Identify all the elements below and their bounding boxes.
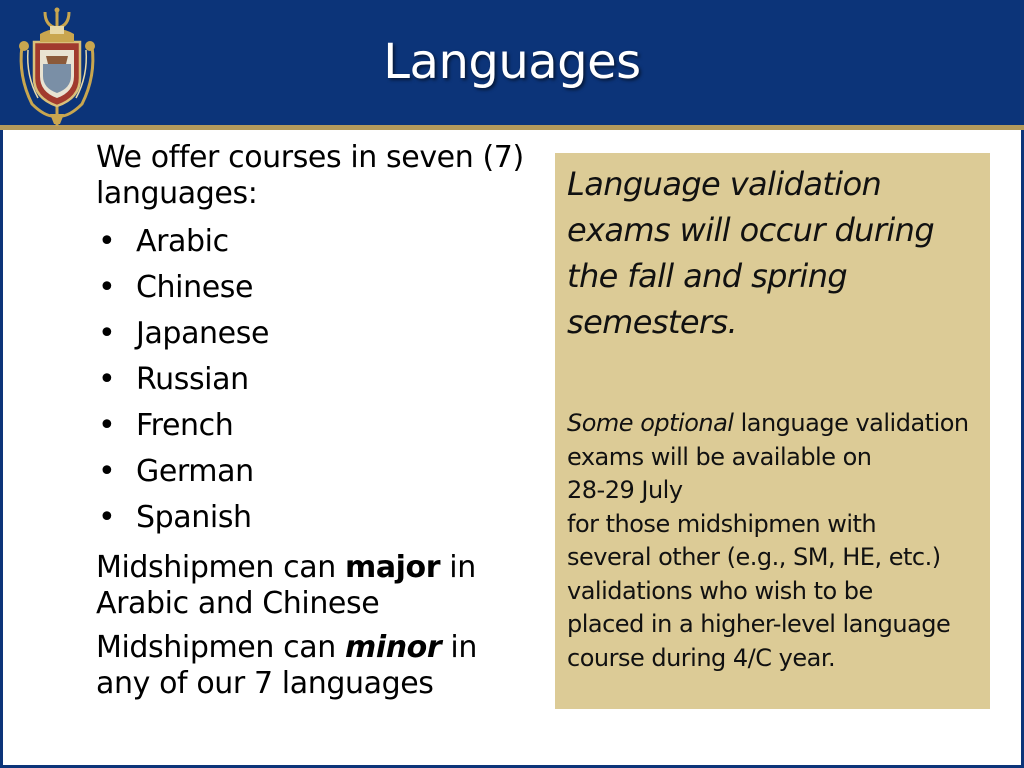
page-title: Languages [383, 34, 641, 90]
optional-exam-note: Some optional language validation exams will be available on 28-29 July for those midshipmen with several other (e.g., SM, HE, etc.) validations who wish to be placed in a higher-level language course during 4/C year. [567, 409, 969, 672]
bullet-icon: • [98, 500, 116, 535]
bullet-icon: • [98, 270, 116, 305]
list-item: • Spanish [96, 498, 536, 544]
major-text: Midshipmen can major in Arabic and Chinese [96, 550, 476, 621]
minor-emphasis: minor [344, 630, 442, 665]
list-item: • Japanese [96, 314, 536, 360]
bullet-icon: • [98, 454, 116, 489]
left-border [0, 130, 3, 768]
bullet-icon: • [98, 408, 116, 443]
minor-text: Midshipmen can minor in any of our 7 languages [96, 630, 477, 701]
list-item: • Russian [96, 360, 536, 406]
language-list [96, 222, 536, 544]
bullet-icon: • [98, 316, 116, 351]
bullet-icon: • [98, 224, 116, 259]
list-item: • Arabic [96, 222, 536, 268]
title-banner [0, 0, 1024, 130]
exam-date: 28-29 July [567, 476, 683, 504]
validation-note-box [555, 153, 990, 709]
bullet-icon: • [98, 362, 116, 397]
list-item: • Chinese [96, 268, 536, 314]
list-item: • French [96, 406, 536, 452]
course-info [96, 140, 536, 702]
list-item: • German [96, 452, 536, 498]
validation-note: Language validation exams will occur during the fall and spring semesters. [567, 165, 935, 341]
intro-text: We offer courses in seven (7) languages: [96, 140, 524, 211]
major-emphasis: major [344, 550, 441, 585]
optional-emphasis: Some optional [567, 409, 734, 437]
